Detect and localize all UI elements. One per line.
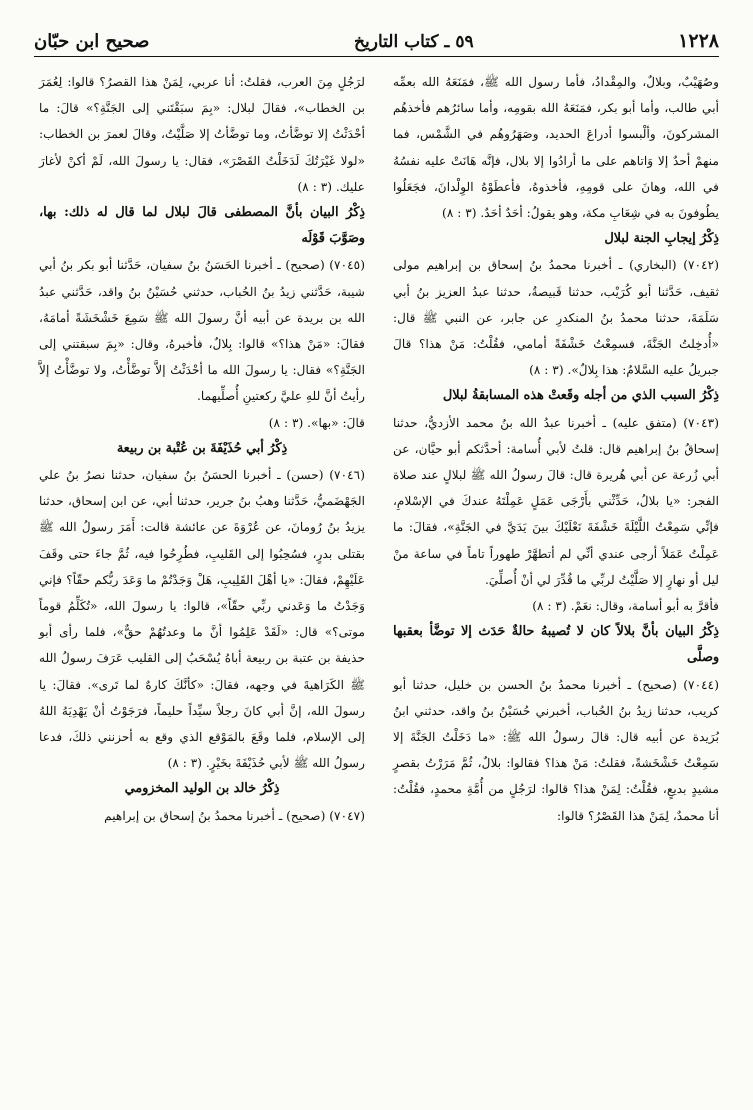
section-heading: ذِكْرُ البيان بأنَّ المصطفى قالَ لبلال لما قال له ذلك: بها، وصَوَّبَ قَوْلَه (39, 205, 365, 247)
hadith-7047: (٧٠٤٧) (صحيح) ـ أخبرنا محمدُ بنُ إسحاق بن إبراهيم (104, 808, 365, 823)
paragraph: قالَ: «بها». (٣ : ٨) (268, 415, 365, 430)
section-heading: ذِكْرُ أبي حُذَيْفَةَ بن عُتْبة بن ربيعة (116, 440, 288, 456)
page-header (34, 22, 719, 57)
paragraph: فأقرَّ به أبو أسامة، وقال: نعَمْ. (٣ : ٨) (532, 599, 719, 614)
hadith-7045: (٧٠٤٥) (صحيح) ـ أخبرنا الحَسَنُ بنُ سفيان، حَدَّثنا أبو بكر بنُ أبي شيبة، حَدَّثني زيدُ بنُ الحُباب، حدثني حُسَيْنُ بنُ واقد، حَدَّثني عبدُ الله بن بريدة عن أبيه أنَّ رسولَ الله ﷺ سَمِعَ خَشْخَشَةً أمامَهُ، فقالَ: «مَنْ هذا؟» قالوا: بِلالٌ، فأخبرهُ، وقال: «بِمَ سبقتني إلى الجَنَّةِ؟» فقال: يا رسولَ الله ما أحْدَثْتُ إلاَّ توضَّأْتُ، ولا توضَّأْتُ إلاَّ رأيتُ أنَّ للهِ عليَّ ركعتينِ أُصلِّيهما. (39, 258, 365, 404)
hadith-7044: (٧٠٤٤) (صحيح) ـ أخبرنا محمدُ بنُ الحسن بن خليل، حدثنا أبو كريب، حدثنا زيدُ بنُ الحُباب، أخبرني حُسَيْنُ بنُ واقد، حدثني ابنُ بُرَيدة عن أبيه قال: قالَ رسولُ الله ﷺ: «ما دَخَلْتُ الجَنَّةَ إلا سَمِعْتُ خَشْخَشةً، فقلتُ: مَنْ هذا؟ فقالوا: بلالٌ، ثُمَّ مَرَرْتُ بقصرٍ مشيدٍ بديعٍ، فقُلْتُ: لِمَنْ هذا؟ قالوا: لرَجُلٍ من أُمَّةِ محمدٍ، فقُلْتُ: أنا محمدٌ، لِمَنْ هذا القَصْرُ؟ قالوا: (393, 677, 719, 823)
section-heading: ذِكْرُ السبب الذي من أجله وقَعتْ هذه المسابقةُ لبلال (442, 388, 719, 404)
book-title: صحيح ابن حبّان (34, 31, 150, 52)
left-column (39, 69, 365, 829)
chapter-title: ٥٩ ـ كتاب التاريخ (354, 32, 474, 52)
hadith-7043: (٧٠٤٣) (متفق عليه) ـ أخبرنا عبدُ الله بنُ محمد الأزديُّ، حدثنا إسحاقُ بنُ إبراهيم قال: قلتُ لأبي أُسامة: أحدَّثكم أبو حيَّان، عن أبي زُرعة عن أبي هُريرة قال: قالَ رسولُ الله ﷺ لبلالٍ عند صلاة الفجر: «يا بلالُ، حَدِّثْني بأَرْجَى عَمَلٍ عَمِلْتَهُ عندكَ في الإسْلامِ، فإنِّي سَمِعْتُ اللَّيْلَةَ خَشْفَةَ نَعْلَيْكَ بينَ يَدَيَّ في الجَنَّةِ»، فقالَ: ما عَمِلْتُ عَمَلاً أرجى عندي أنِّي لم أتطهَّرْ طهوراً تاماً في ساعة منْ ليل أو نهارٍ إلا صَلَّيْتُ لربِّي ما قُدِّرَ لي أنْ أُصلِّيَ. (393, 415, 719, 587)
paragraph: لرَجُلٍ مِنَ العرب، فقلتُ: أنا عربي، لِمَنْ هذا القصرُ؟ قالوا: لِعُمَرَ بن الخطاب»، فقالَ لبلال: «بِمَ سبَقْتَني إلى الجَنَّةِ؟» قالَ: ما أحْدَثْتُ إلا توضَّأتُ، وما توضَّأتُ إلا صَلَّيْتُ، وقالَ لعمرَ بن الخطاب: «لولا غَيْرَتُكَ لَدَخَلْتُ القَصْرَ»، فقال: يا رسولَ الله، لَمْ أكنْ لأغارَ عليك. (٣ : ٨) (39, 75, 365, 194)
section-heading: ذِكْرُ البيان بأنَّ بلالاً كان لا تُصيبهُ حالةٌ حَدَث إلا توضَّأ بعقبها وصلَّى (393, 624, 719, 666)
text-columns (34, 69, 719, 829)
paragraph: وصُهَيْبٌ، وبلالٌ، والمِقْدادُ، فأما رسول الله ﷺ، فمَنَعَهُ الله بعمِّه أبي طالب، وأما أبو بكر، فمَنَعَهُ الله بقومِه، وأما سائرُهم فأخذهُم المشركونَ، وألْبسوا أدراعَ الحديد، وصَهَرُوهُم في الشَّمْس، فما منهمْ أحدٌ إلا وَاتاهم على ما أرادُوا إلا بلال، فإنَّه هَانَتْ عليه نفسُهُ في الله، وهانَ على قومِهِ، فأخذوهُ، فأعطَوْهُ الوِلْدانَ، فجَعَلُوا يطُوفونَ به في شِعَابِ مكة، وهو يقولُ: أحَدٌ أحَدٌ. (٣ : ٨) (393, 75, 719, 221)
section-heading: ذِكْرُ إيجابِ الجنة لبلال (604, 231, 719, 247)
section-heading: ذِكْرُ خالد بن الوليد المخزومي (124, 781, 280, 797)
hadith-7046: (٧٠٤٦) (حسن) ـ أخبرنا الحسَنُ بنُ سفيان، حدثنا نصرُ بنُ علي الجَهْضَميُّ، حَدَّثنا وهبُ بنُ جرير، حدثنا أبي، عن ابن إسحاق، حدثنا يزيدُ بنُ رُومانَ، عن عُرْوَةَ عن عائشة قالت: أَمَرَ رسولُ الله ﷺ بقتلى بدرٍ، فسُحِبُوا إلى القَليبِ، فطُرِحُوا فيه، ثُمَّ جاءَ حتى وقَفَ عَلَيْهِمْ، فقالَ: «يا أهْلَ القَلِيبِ، هَلْ وَجَدْتُمْ ما وَعَدَ ربُّكم حقّاً؟ فإني وَجَدْتُ ما وَعَدني ربِّي حقّاً»، قالوا: يا رسولَ الله، «تُكَلِّمُ قوماً موتى؟» قال: «لَقَدْ عَلِمُوا أنَّ ما وعدتُهُمْ حقٌّ»، فلما رأى أبو حذيفة بن عتبة بن ربيعة أباهُ يُسْحَبُ إلى القليب عَرَفَ رسولُ الله ﷺ الكَرَاهيةَ في وجهه، فقالَ: «كأنَّكَ كارهٌ لما تَرى». فقالَ: يا رسولَ الله، إنَّ أبي كانَ رجلاً سيِّداً حليماً، فرَجَوْتُ أنْ يَهْدِيَهُ اللهُ إلى الإسلام، فلما وقَعَ بالمَوْقع الذي وقع به أحزنني ذلكَ، فدعا رسولُ الله ﷺ لأبي حُذَيْفَةَ بخَيْرٍ. (٣ : ٨) (39, 468, 365, 771)
right-column (393, 69, 719, 829)
hadith-7042: (٧٠٤٢) (البخاري) ـ أخبرنا محمدُ بنُ إسحاق بن إبراهيم مولى ثقيف، حَدَّثنا أبو كُرَيْب، حدثنا قَبيصةُ، حدثنا عبدُ العزيز بنُ أبي سَلَمَةَ، حدثنا محمدُ بنُ المنكدرِ عن جابر، عن النبي ﷺ قال: «أُدخِلتُ الجَنَّةَ، فسمِعْتُ خَشْفَةً أمامي، فقُلْتُ: مَنْ هذا؟ قالَ جبريلُ عليه السَّلامُ: هذا بِلالٌ». (٣ : ٨) (393, 258, 719, 378)
page-number: ١٢٢٨ (678, 30, 719, 52)
